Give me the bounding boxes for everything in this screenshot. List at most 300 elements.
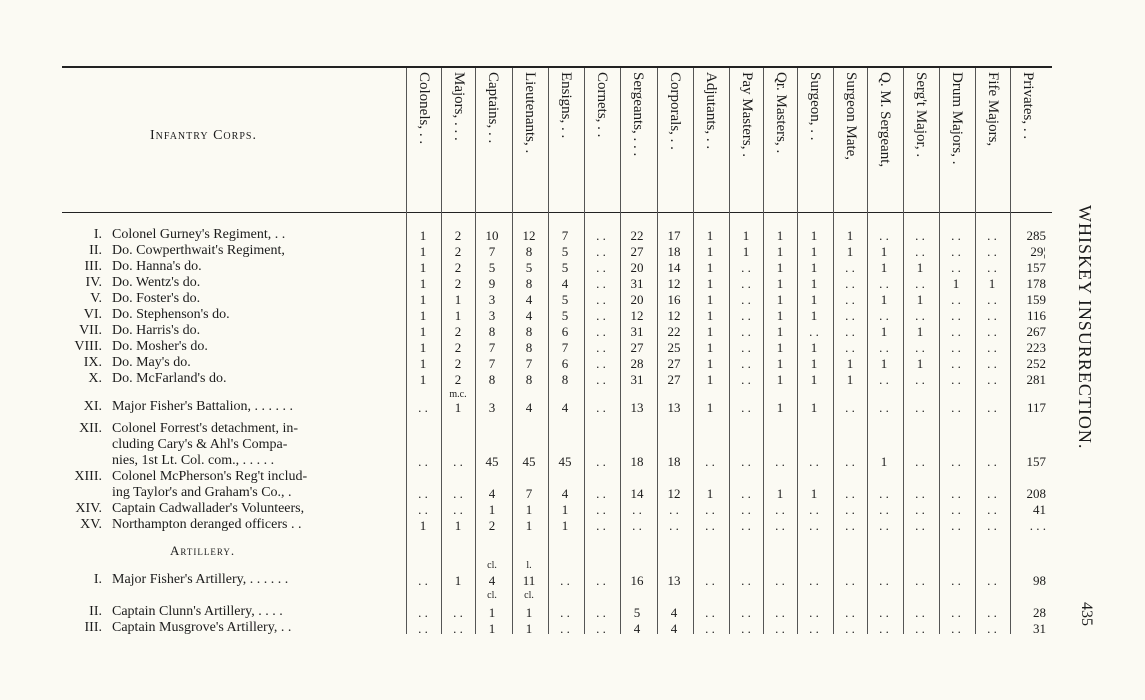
- table-cell: 9: [488, 276, 496, 291]
- column-header: [763, 72, 797, 212]
- table-cell: . .: [879, 276, 889, 291]
- table-cell: 5: [488, 260, 496, 275]
- table-cell: . .: [418, 605, 428, 620]
- column-header: [548, 72, 582, 212]
- column-header-label: Corporals, . .: [667, 72, 683, 150]
- table-cell: 16: [630, 573, 644, 588]
- privates-cell: 223: [1026, 340, 1046, 355]
- column-header: [1010, 72, 1044, 212]
- table-cell: . .: [741, 454, 751, 469]
- table-cell: 1: [706, 228, 714, 243]
- column-header: [903, 72, 937, 212]
- column-header: [406, 72, 440, 212]
- row-number: X.: [88, 371, 102, 386]
- table-cell: 16: [667, 292, 681, 307]
- table-cell: 2: [454, 276, 462, 291]
- table-cell: 31: [630, 372, 644, 387]
- table-cell: . .: [809, 518, 819, 533]
- table-cell: 1: [419, 276, 427, 291]
- table-cell: . .: [705, 605, 715, 620]
- table-cell: . .: [632, 502, 642, 517]
- row-number: I.: [93, 227, 102, 242]
- table-cell: 4: [525, 292, 533, 307]
- table-cell: . .: [879, 340, 889, 355]
- table-cell: . .: [951, 308, 961, 323]
- table-cell: 11: [522, 573, 536, 588]
- table-cell: . .: [987, 244, 997, 259]
- table-cell: 8: [525, 244, 533, 259]
- row-number: IX.: [83, 355, 102, 370]
- table-cell: 22: [630, 228, 644, 243]
- row-label: Colonel McPherson's Reg't includ-: [112, 469, 308, 484]
- table-cell: . .: [453, 486, 463, 501]
- table-cell: . .: [845, 308, 855, 323]
- row-label: cluding Cary's & Ahl's Compa-: [112, 437, 288, 452]
- table-cell: . .: [951, 324, 961, 339]
- table-cell: . .: [951, 454, 961, 469]
- table-cell: 10: [485, 228, 499, 243]
- table-cell: 1: [776, 486, 784, 501]
- table-cell: . .: [915, 605, 925, 620]
- table-cell: 1: [846, 228, 854, 243]
- table-cell: . .: [915, 518, 925, 533]
- row-label: Captain Clunn's Artillery, . . . .: [112, 604, 283, 619]
- table-cell: . .: [951, 228, 961, 243]
- table-cell: 5: [561, 292, 569, 307]
- table-cell: 12: [522, 228, 536, 243]
- table-cell: . .: [915, 308, 925, 323]
- running-head: WHISKEY INSURRECTION.: [1075, 205, 1095, 450]
- table-cell: 7: [525, 486, 533, 501]
- table-cell: . .: [809, 573, 819, 588]
- table-cell: . .: [741, 372, 751, 387]
- table-cell: . .: [741, 340, 751, 355]
- table-cell: 1: [706, 400, 714, 415]
- table-cell: . .: [987, 502, 997, 517]
- row-number: IV.: [85, 275, 102, 290]
- table-cell: 45: [485, 454, 499, 469]
- table-cell: 1: [846, 372, 854, 387]
- table-cell: . .: [951, 518, 961, 533]
- table-cell: 1: [776, 400, 784, 415]
- table-cell: . .: [453, 605, 463, 620]
- table-cell: . .: [632, 518, 642, 533]
- table-cell: . .: [845, 324, 855, 339]
- table-cell: . .: [845, 400, 855, 415]
- privates-cell: 117: [1026, 400, 1046, 415]
- table-cell: 1: [419, 292, 427, 307]
- artillery-title: Artillery.: [170, 543, 236, 558]
- table-cell: . .: [741, 605, 751, 620]
- table-cell: 27: [630, 340, 644, 355]
- table-cell: . .: [951, 573, 961, 588]
- table-cell: . .: [809, 502, 819, 517]
- page-number: 435: [1078, 602, 1095, 626]
- table-cell: . .: [741, 292, 751, 307]
- table-cell: 2: [454, 372, 462, 387]
- table-cell: . .: [669, 502, 679, 517]
- privates-cell: 98: [1033, 573, 1046, 588]
- table-cell: 1: [454, 308, 462, 323]
- table-cell: . .: [915, 340, 925, 355]
- table-cell: 18: [667, 244, 681, 259]
- row-label: Colonel Gurney's Regiment, . .: [112, 227, 286, 242]
- table-cell: 1: [488, 605, 496, 620]
- table-cell: 2: [454, 244, 462, 259]
- table-cell: 1: [880, 244, 888, 259]
- table-cell: 2: [454, 356, 462, 371]
- table-cell: . .: [705, 573, 715, 588]
- table-cell: . .: [879, 228, 889, 243]
- table-cell: . .: [951, 260, 961, 275]
- row-label: Major Fisher's Battalion, . . . . . .: [112, 399, 294, 414]
- column-header-label: Adjutants, . .: [703, 72, 719, 150]
- table-cell: 45: [522, 454, 536, 469]
- table-cell: 12: [667, 276, 681, 291]
- table-cell: 2: [454, 260, 462, 275]
- table-cell: 1: [419, 372, 427, 387]
- privates-cell: 285: [1026, 228, 1046, 243]
- table-cell: 3: [488, 308, 496, 323]
- table-cell: . .: [987, 486, 997, 501]
- table-cell: 7: [488, 356, 496, 371]
- table-cell: 7: [488, 340, 496, 355]
- table-cell: . .: [915, 573, 925, 588]
- row-number: XV.: [80, 517, 102, 532]
- column-header-label: Qr. Masters, .: [773, 72, 789, 154]
- table-cell: 1: [776, 324, 784, 339]
- column-header-label: Colonels, . .: [416, 72, 432, 145]
- table-cell: 8: [525, 340, 533, 355]
- table-cell: 1: [776, 228, 784, 243]
- table-cell: . .: [951, 292, 961, 307]
- table-cell: 1: [810, 244, 818, 259]
- privates-cell: 157: [1026, 454, 1046, 469]
- table-cell: 1: [525, 621, 533, 636]
- privates-cell: 31: [1033, 621, 1046, 636]
- row-label: Do. Stephenson's do.: [112, 307, 230, 322]
- table-cell: . .: [879, 486, 889, 501]
- table-cell: 1: [846, 356, 854, 371]
- table-cell: . .: [741, 621, 751, 636]
- column-header: [939, 72, 973, 212]
- table-cell: 1: [419, 260, 427, 275]
- privates-cell: 116: [1026, 308, 1046, 323]
- table-cell: 1: [810, 292, 818, 307]
- row-number: I.: [93, 572, 102, 587]
- table-cell: 4: [488, 573, 496, 588]
- table-cell: 4: [525, 308, 533, 323]
- table-cell: 27: [630, 244, 644, 259]
- column-header: [657, 72, 691, 212]
- column-header-label: Majors, . . .: [451, 72, 467, 141]
- column-header: [512, 72, 546, 212]
- table-cell: . .: [987, 518, 997, 533]
- table-cell: 1: [706, 372, 714, 387]
- table-cell: 1: [880, 454, 888, 469]
- table-cell: . .: [915, 502, 925, 517]
- table-cell: 1: [561, 502, 569, 517]
- table-cell: 1: [880, 260, 888, 275]
- privates-cell: 281: [1026, 372, 1046, 387]
- table-cell: . .: [845, 621, 855, 636]
- row-label: Colonel Forrest's detachment, in-: [112, 421, 299, 436]
- table-cell: 1: [454, 400, 462, 415]
- table-cell: . .: [741, 356, 751, 371]
- table-cell: . .: [879, 502, 889, 517]
- table-cell: . .: [951, 605, 961, 620]
- table-cell: 1: [846, 244, 854, 259]
- table-cell: . .: [845, 454, 855, 469]
- table-cell: . .: [418, 621, 428, 636]
- row-label: Major Fisher's Artillery, . . . . . .: [112, 572, 289, 587]
- table-cell: 20: [630, 260, 644, 275]
- table-cell: 13: [667, 400, 681, 415]
- table-cell: 3: [488, 292, 496, 307]
- superscript-cl: cl.: [487, 560, 497, 571]
- table-cell: 1: [810, 400, 818, 415]
- table-cell: . .: [741, 308, 751, 323]
- table-cell: . .: [951, 356, 961, 371]
- table-cell: . .: [596, 486, 606, 501]
- table-cell: 1: [810, 308, 818, 323]
- table-cell: 4: [525, 400, 533, 415]
- table-cell: . .: [915, 276, 925, 291]
- table-cell: . .: [879, 518, 889, 533]
- table-cell: 8: [525, 276, 533, 291]
- table-cell: 4: [670, 605, 678, 620]
- row-number: V.: [90, 291, 102, 306]
- table-cell: 1: [776, 292, 784, 307]
- table-cell: 1: [810, 340, 818, 355]
- column-header-label: Serg't Major, .: [913, 72, 929, 158]
- table-cell: . .: [879, 605, 889, 620]
- table-cell: . .: [987, 454, 997, 469]
- row-number: XIII.: [74, 469, 102, 484]
- table-cell: 1: [776, 340, 784, 355]
- table-cell: . .: [596, 356, 606, 371]
- table-cell: . .: [560, 621, 570, 636]
- column-header: [693, 72, 727, 212]
- table-cell: . .: [951, 502, 961, 517]
- privates-cell: 159: [1026, 292, 1046, 307]
- table-cell: . .: [987, 292, 997, 307]
- table-cell: . .: [741, 276, 751, 291]
- table-cell: . .: [741, 573, 751, 588]
- table-cell: 1: [880, 324, 888, 339]
- table-cell: 1: [810, 228, 818, 243]
- table-cell: 20: [630, 292, 644, 307]
- privates-cell: 28: [1033, 605, 1046, 620]
- table-cell: 13: [630, 400, 644, 415]
- row-number: II.: [89, 604, 102, 619]
- table-cell: . .: [987, 573, 997, 588]
- column-header-label: Surgeon Mate,: [843, 72, 859, 161]
- row-label: Do. Cowperthwait's Regiment,: [112, 243, 285, 258]
- table-cell: 12: [630, 308, 644, 323]
- table-cell: 6: [561, 324, 569, 339]
- privates-cell: . . .: [1029, 518, 1046, 533]
- column-header-label: Sergeants, . . .: [630, 72, 646, 157]
- table-cell: . .: [879, 621, 889, 636]
- table-cell: 1: [525, 518, 533, 533]
- table-cell: 1: [706, 324, 714, 339]
- table-cell: 1: [810, 260, 818, 275]
- row-label: Captain Cadwallader's Volunteers,: [112, 501, 305, 516]
- table-cell: 1: [488, 621, 496, 636]
- table-cell: . .: [596, 400, 606, 415]
- table-cell: 28: [630, 356, 644, 371]
- privates-cell: 29¦: [1030, 244, 1046, 259]
- table-cell: 1: [706, 340, 714, 355]
- table-cell: . .: [951, 244, 961, 259]
- table-cell: . .: [741, 502, 751, 517]
- table-cell: . .: [915, 486, 925, 501]
- row-number: VII.: [79, 323, 102, 338]
- table-cell: 5: [633, 605, 641, 620]
- table-cell: 7: [525, 356, 533, 371]
- table-cell: 1: [776, 356, 784, 371]
- table-cell: . .: [915, 621, 925, 636]
- table-cell: 1: [742, 244, 750, 259]
- table-cell: . .: [596, 292, 606, 307]
- table-cell: . .: [845, 260, 855, 275]
- table-cell: . .: [987, 340, 997, 355]
- privates-cell: 157: [1026, 260, 1046, 275]
- superscript-cl: cl.: [487, 590, 497, 601]
- row-number: VI.: [83, 307, 102, 322]
- table-cell: 7: [488, 244, 496, 259]
- table-cell: 1: [916, 356, 924, 371]
- table-cell: 5: [561, 308, 569, 323]
- table-cell: . .: [845, 605, 855, 620]
- row-number: III.: [84, 259, 102, 274]
- table-cell: . .: [987, 356, 997, 371]
- table-cell: . .: [951, 486, 961, 501]
- table-cell: 1: [916, 292, 924, 307]
- table-cell: 14: [667, 260, 681, 275]
- table-cell: . .: [596, 244, 606, 259]
- table-cell: 1: [952, 276, 960, 291]
- table-cell: 4: [670, 621, 678, 636]
- table-cell: 13: [667, 573, 681, 588]
- section-title: Infantry Corps.: [150, 128, 257, 143]
- table-cell: . .: [596, 260, 606, 275]
- superscript-mc: m.c.: [449, 389, 467, 400]
- table-cell: . .: [845, 340, 855, 355]
- table-cell: 1: [419, 324, 427, 339]
- table-cell: 18: [630, 454, 644, 469]
- table-cell: 4: [561, 486, 569, 501]
- table-cell: 1: [776, 276, 784, 291]
- table-cell: . .: [987, 228, 997, 243]
- table-cell: 12: [667, 308, 681, 323]
- column-header-label: Drum Majors, .: [949, 72, 965, 165]
- table-cell: 1: [525, 605, 533, 620]
- table-cell: . .: [915, 228, 925, 243]
- table-cell: . .: [669, 518, 679, 533]
- table-cell: 1: [810, 372, 818, 387]
- privates-cell: 208: [1026, 486, 1046, 501]
- table-cell: . .: [915, 244, 925, 259]
- table-cell: . .: [596, 605, 606, 620]
- table-cell: . .: [596, 454, 606, 469]
- table-cell: 1: [419, 308, 427, 323]
- table-cell: 1: [419, 356, 427, 371]
- column-header: [475, 72, 509, 212]
- row-label: ing Taylor's and Graham's Co., .: [112, 485, 292, 500]
- table-cell: . .: [879, 308, 889, 323]
- table-cell: . .: [809, 324, 819, 339]
- table-cell: 1: [706, 276, 714, 291]
- table-cell: . .: [453, 502, 463, 517]
- table-cell: . .: [809, 621, 819, 636]
- table-cell: 1: [880, 292, 888, 307]
- table-cell: . .: [951, 340, 961, 355]
- table-cell: . .: [915, 454, 925, 469]
- table-cell: 1: [525, 502, 533, 517]
- row-label: Northampton deranged officers . .: [112, 517, 302, 532]
- table-cell: 3: [488, 400, 496, 415]
- table-cell: . .: [915, 400, 925, 415]
- table-cell: . .: [596, 573, 606, 588]
- column-header: [620, 72, 654, 212]
- table-cell: . .: [596, 621, 606, 636]
- row-number: XII.: [79, 421, 102, 436]
- table-cell: . .: [741, 260, 751, 275]
- table-cell: 1: [454, 573, 462, 588]
- table-cell: 1: [419, 228, 427, 243]
- table-cell: 2: [454, 228, 462, 243]
- row-number: XIV.: [75, 501, 102, 516]
- table-cell: . .: [775, 518, 785, 533]
- row-label: Do. Harris's do.: [112, 323, 201, 338]
- table-cell: . .: [775, 621, 785, 636]
- table-cell: 1: [419, 518, 427, 533]
- table-cell: . .: [845, 502, 855, 517]
- column-header-label: Q. M. Sergeant,: [877, 72, 893, 168]
- table-cell: . .: [741, 486, 751, 501]
- table-cell: 8: [488, 324, 496, 339]
- row-label: Do. Mosher's do.: [112, 339, 208, 354]
- table-cell: . .: [596, 372, 606, 387]
- table-cell: 1: [706, 292, 714, 307]
- column-header-label: Captains, . .: [485, 72, 501, 144]
- table-cell: . .: [596, 324, 606, 339]
- table-cell: . .: [775, 573, 785, 588]
- table-cell: 1: [742, 228, 750, 243]
- table-cell: . .: [845, 573, 855, 588]
- row-label: Captain Musgrove's Artillery, . .: [112, 620, 292, 635]
- privates-cell: 178: [1026, 276, 1046, 291]
- table-cell: . .: [453, 621, 463, 636]
- row-label: Do. Hanna's do.: [112, 259, 202, 274]
- table-cell: . .: [775, 605, 785, 620]
- table-cell: . .: [845, 486, 855, 501]
- table-cell: 1: [916, 324, 924, 339]
- table-cell: . .: [418, 502, 428, 517]
- row-label: nies, 1st Lt. Col. com., . . . . .: [112, 453, 275, 468]
- table-cell: 5: [525, 260, 533, 275]
- table-cell: 1: [776, 244, 784, 259]
- table-cell: . .: [705, 502, 715, 517]
- table-cell: 1: [810, 276, 818, 291]
- table-cell: 2: [454, 340, 462, 355]
- table-cell: 1: [776, 308, 784, 323]
- column-header: [867, 72, 901, 212]
- table-cell: 1: [419, 340, 427, 355]
- table-cell: . .: [596, 276, 606, 291]
